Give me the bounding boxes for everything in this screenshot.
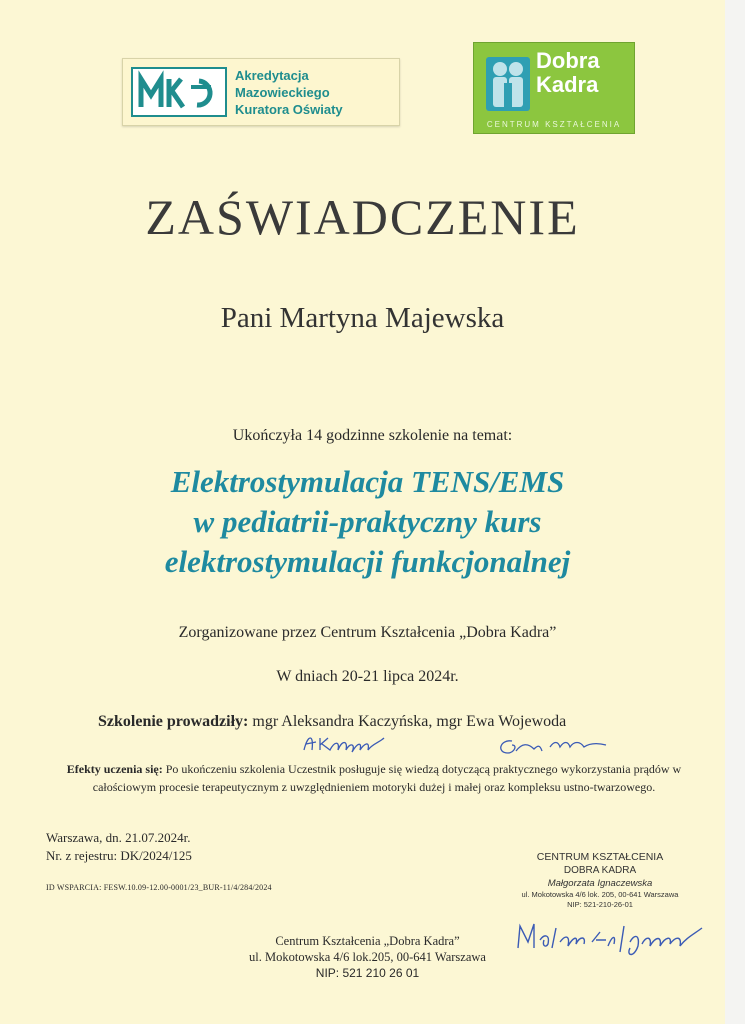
issue-details <box>46 829 192 865</box>
trainers-names: mgr Aleksandra Kaczyńska, mgr Ewa Wojewoda <box>252 713 567 730</box>
trainers-label: Szkolenie prowadziły: <box>98 713 249 730</box>
organization-stamp <box>500 851 700 910</box>
dobra-kadra-line-2: Kadra <box>536 72 599 97</box>
certificate-title: ZAŚWIADCZENIE <box>145 189 580 245</box>
registry-number: Nr. z rejestru: DK/2024/125 <box>46 848 192 863</box>
recipient-name: Pani Martyna Majewska <box>220 302 505 334</box>
learning-outcomes <box>44 760 704 796</box>
footer-nip: NIP: 521 210 26 01 <box>315 966 420 980</box>
stamp-line-2: DOBRA KADRA <box>563 865 637 876</box>
mko-line-3: Kuratora Oświaty <box>235 102 343 117</box>
stamp-line-3: Małgorzata Ignaczewska <box>547 878 653 889</box>
scan-edge <box>725 0 745 1024</box>
stamp-line-5: NIP: 521-210-26-01 <box>567 900 633 909</box>
trainer-signature-2 <box>494 733 614 759</box>
dobra-kadra-logo <box>473 42 635 134</box>
footer-address <box>0 933 735 981</box>
stamp-line-4: ul. Mokotowska 4/6 lok. 205, 00-641 Warszawa <box>521 890 679 899</box>
learning-outcomes-label: Efekty uczenia się: <box>66 762 163 776</box>
topic-line-3: elektrostymulacji funkcjonalnej <box>164 544 571 579</box>
mko-line-2: Mazowieckiego <box>235 85 330 100</box>
dobra-kadra-subtitle: CENTRUM KSZTAŁCENIA <box>486 120 622 129</box>
stamp-line-1: CENTRUM KSZTAŁCENIA <box>536 851 664 863</box>
footer-line-2: ul. Mokotowska 4/6 lok.205, 00-641 Warszawa <box>249 950 486 964</box>
course-dates: W dniach 20-21 lipca 2024r. <box>276 668 459 685</box>
course-topic <box>0 462 735 582</box>
mko-line-1: Akredytacja <box>235 68 309 83</box>
completion-statement: Ukończyła 14 godzinne szkolenie na temat: <box>232 427 513 444</box>
support-id: ID WSPARCIA: FESW.10.09-12.00-0001/23_BUR-11/4/284/2024 <box>46 883 272 892</box>
dobra-kadra-line-1: Dobra <box>536 48 600 73</box>
topic-line-1: Elektrostymulacja TENS/EMS <box>170 464 565 499</box>
mko-logo-icon <box>131 67 227 117</box>
place-and-date: Warszawa, dn. 21.07.2024r. <box>46 830 191 845</box>
learning-outcomes-text: Po ukończeniu szkolenia Uczestnik posługuje się wiedzą dotyczącą praktycznego wykorzystania prądów w całościowym procesie terapeutycznym z uwzględnieniem motoryki dużej i małej oraz kompleksu ustno-twarzowego. <box>92 762 682 794</box>
topic-line-2: w pediatrii-praktyczny kurs <box>193 504 542 539</box>
people-figure-icon <box>484 53 532 115</box>
organizer: Zorganizowane przez Centrum Kształcenia „Dobra Kadra” <box>178 624 557 641</box>
footer-line-1: Centrum Kształcenia „Dobra Kadra” <box>275 934 460 948</box>
trainer-signature-1 <box>300 728 395 758</box>
mko-accreditation-badge <box>122 58 400 126</box>
